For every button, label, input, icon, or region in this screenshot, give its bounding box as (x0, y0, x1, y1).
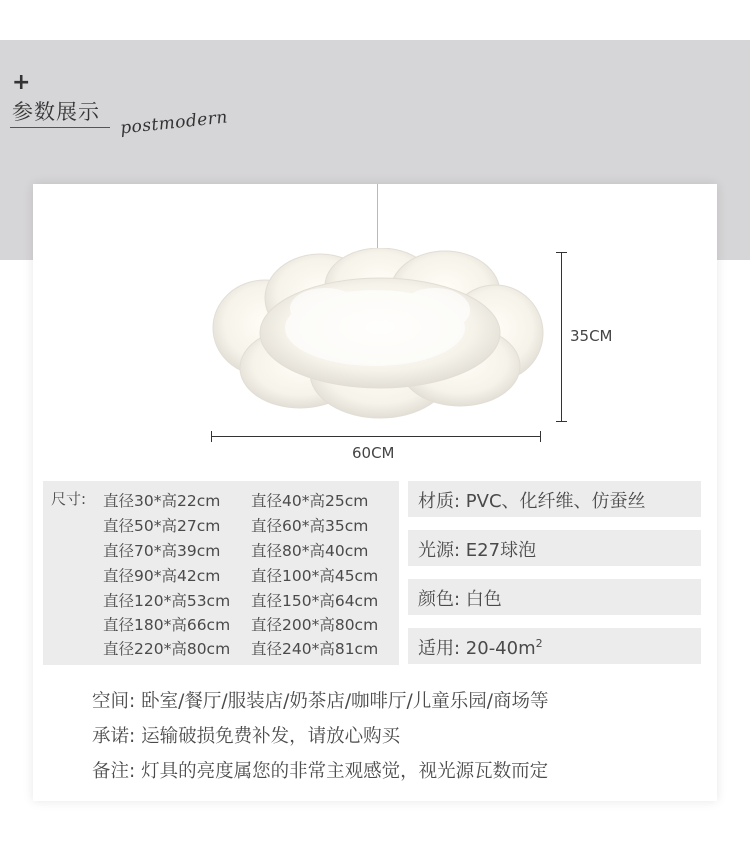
size-item: 直径200*高80cm (251, 616, 379, 634)
spec-area (408, 628, 701, 664)
size-item: 直径120*高53cm (103, 592, 231, 610)
note-remark: 备注: 灯具的亮度属您的非常主观感觉，视光源瓦数而定 (92, 761, 549, 782)
script-subtitle: postmodern (119, 107, 229, 139)
height-dimension-line (561, 252, 562, 422)
size-item: 直径90*高42cm (103, 567, 221, 585)
spec-color-text: 颜色: 白色 (418, 589, 502, 610)
size-item: 直径150*高64cm (251, 592, 379, 610)
size-item: 直径240*高81cm (251, 640, 379, 658)
note-space: 空间: 卧室/餐厅/服装店/奶茶店/咖啡厅/儿童乐园/商场等 (92, 691, 549, 712)
size-item: 直径40*高25cm (251, 492, 369, 510)
size-item: 直径80*高40cm (251, 542, 369, 560)
size-item: 直径30*高22cm (103, 492, 221, 510)
size-item: 直径50*高27cm (103, 517, 221, 535)
height-dimension-cap-bottom (556, 421, 567, 422)
cloud-lamp-image (205, 248, 550, 428)
height-dimension-cap-top (556, 252, 567, 253)
note-promise: 承诺: 运输破损免费补发，请放心购买 (92, 726, 401, 747)
spec-color (408, 579, 701, 615)
spec-material (408, 481, 701, 517)
width-dimension-cap-right (540, 431, 541, 442)
size-item: 直径100*高45cm (251, 567, 379, 585)
spec-area-value: 适用: 20-40m (418, 638, 536, 659)
width-dimension-cap-left (211, 431, 212, 442)
size-item: 直径220*高80cm (103, 640, 231, 658)
section-title: 参数展示 (12, 100, 100, 124)
size-table (43, 481, 399, 665)
width-dimension-line (211, 436, 541, 437)
size-item: 直径60*高35cm (251, 517, 369, 535)
spec-light-source-text: 光源: E27球泡 (418, 540, 537, 561)
spec-material-text: 材质: PVC、化纤维、仿蚕丝 (418, 491, 646, 512)
size-label: 尺寸: (51, 490, 87, 508)
height-label: 35CM (570, 327, 613, 345)
size-item: 直径70*高39cm (103, 542, 221, 560)
size-item: 直径180*高66cm (103, 616, 231, 634)
plus-icon: + (12, 70, 31, 95)
spec-light-source (408, 530, 701, 566)
width-label: 60CM (352, 444, 395, 462)
spec-area-text (418, 634, 543, 660)
title-underline (10, 127, 110, 128)
spec-area-superscript: 2 (535, 637, 543, 650)
